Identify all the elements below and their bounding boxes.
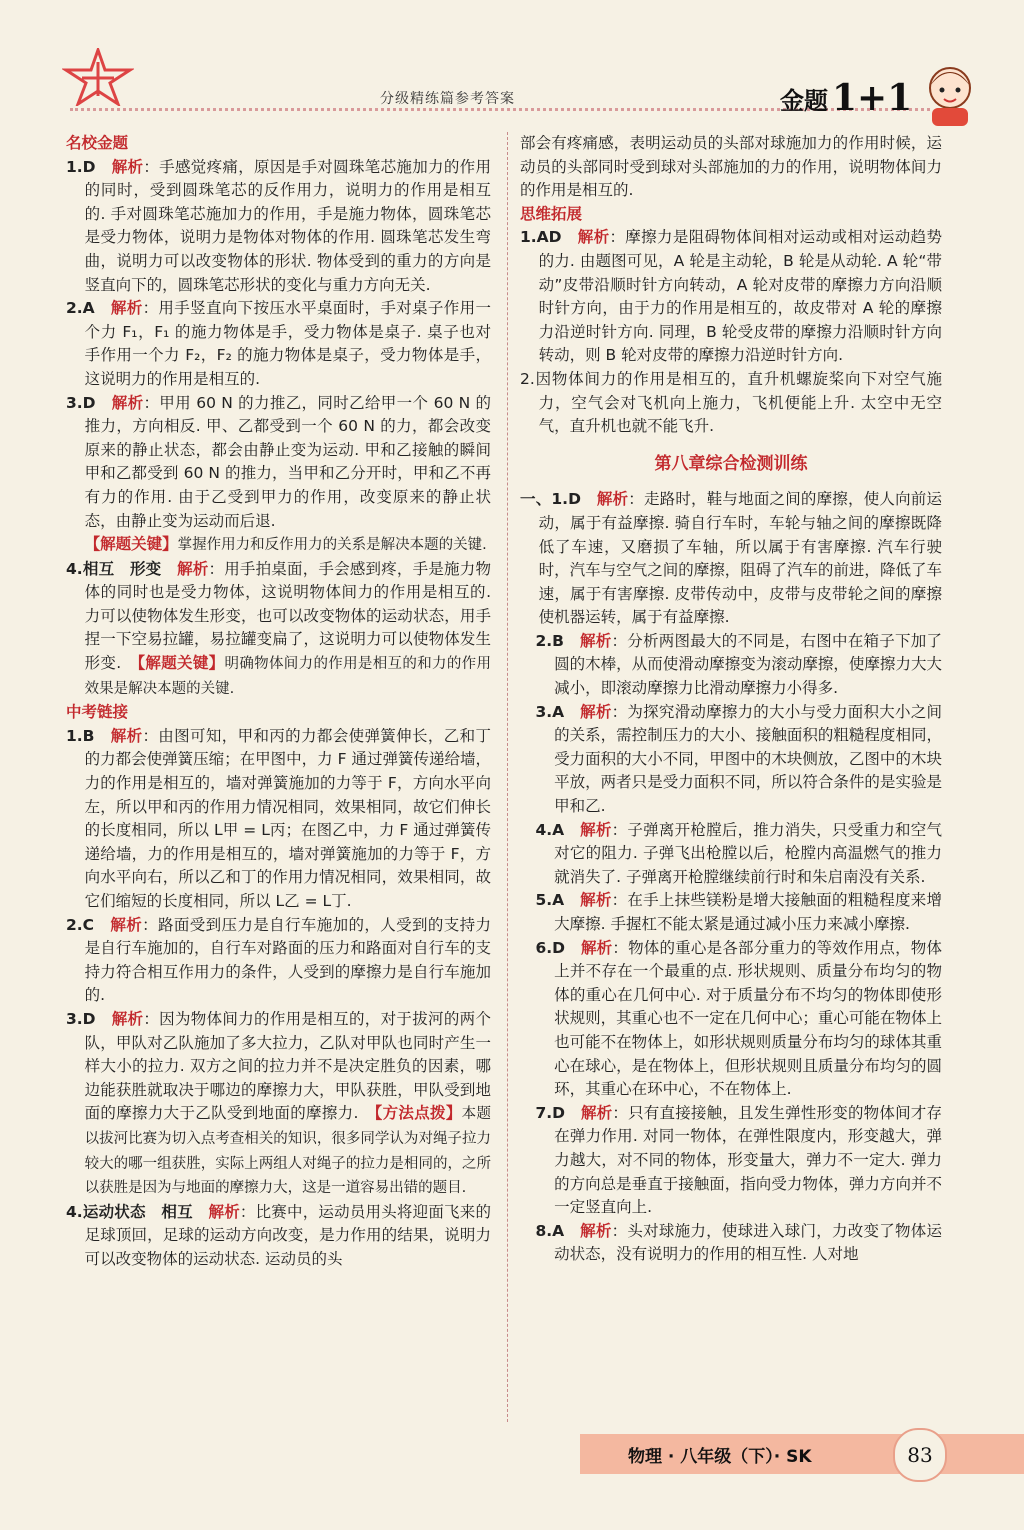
analysis-label: 解析 [177,559,209,578]
analysis-label: 解析 [580,820,612,839]
answer-item [66,156,491,298]
answer-number: 1.B [66,726,95,745]
answer-number: 8.A [535,1221,565,1240]
page-header [0,0,1024,125]
brand-number: 1+1 [832,77,913,119]
key-note-label: 【解题关键】 [137,654,225,673]
answer-number: 1.AD [520,228,562,247]
analysis-text: ：摩擦力是阻碍物体间相对运动或相对运动趋势的力. 由题图可见，A 轮是主动轮，B 轮是从动轮. A 轮“带动”皮带沿顺时针方向转动，A 轮对皮带的摩擦力方向沿顺时针方向，由于力的作用是相互的，故皮带对 A 轮的摩擦力沿逆时针方向. 同理，B 轮受皮带的摩擦力沿顺时针方向转动，则 B 轮对皮带的摩擦力沿逆时针方向. [538,228,942,365]
answer-number: 1.D [66,157,96,176]
answer-number: 2.B [535,631,564,650]
answer-number: 3.A [535,702,565,721]
header-subtitle: 分级精练篇参考答案 [380,91,515,107]
analysis-text: ：头对球施力，使球进入球门，力改变了物体运动状态，没有说明力的作用的相互性. 人对地 [554,1221,942,1264]
analysis-text: ：手感觉疼痛，原因是手对圆珠笔芯施加力的作用的同时，受到圆珠笔芯的反作用力，说明力的作用是相互的. 手对圆珠笔芯施加力的作用，手是施力物体，圆珠笔芯是受力物体，说明力是物体对物体的作用. 圆珠笔芯发生弯曲，说明力可以改变物体的形状. 物体受到的重力的方向是竖直向下的，圆珠笔芯形状的变化与重力方向无关. [84,157,491,294]
analysis-text: ：由图可知，甲和丙的力都会使弹簧伸长，乙和丁的力都会使弹簧压缩；在甲图中，力 F 通过弹簧传递给墙，力的作用是相互的，墙对弹簧施加的力等于 F，方向水平向左，所以甲和丙的作用力情况相同，效果相同，故它们伸长的长度相同，所以 L甲 = L丙；在图乙中，力 F 通过弹簧传递给墙，力的作用是相互的，墙对弹簧施加的力等于 F，方向水平向右，所以乙和丁的作用力情况相同，效果相同，故它们缩短的长度相同，所以 L乙 = L丁. [84,726,491,910]
analysis-label: 解析 [208,1202,240,1221]
answer-item [66,914,491,1008]
analysis-label: 解析 [580,1221,612,1240]
answer-item [66,725,491,914]
girl-mascot-icon [918,58,982,128]
answer-item [66,392,491,558]
method-note-text: 本题以拔河比赛为切入点考查相关的知识，很多同学认为对绳子拉力较大的哪一组获胜，实际上两组人对绳子的拉力是相同的，之所以获胜是因为与地面的摩擦力大，这是一道容易出错的题目. [84,1106,491,1197]
method-note-label: 【方法点拨】 [374,1104,462,1123]
answer-item [66,297,491,391]
analysis-text: ：只有直接接触，且发生弹性形变的物体间才存在弹力作用. 对同一物体，在弹性限度内，形变越大，弹力越大，对不同的物体，形变量大，弹力不一定大. 弹力的方向总是垂直于接触面，指向受力物体，弹力方向并不一定竖直向上. [554,1103,942,1217]
key-note-text: 明确物体间力的作用是相互的和力的作用效果是解决本题的关键. [84,656,491,697]
footer-subject: 物理 · 八年级（下）· SK [628,1447,812,1467]
star-logo-icon [62,48,134,106]
answer-item [520,937,942,1102]
answer-item [520,819,942,890]
answer-number: 一、1.D [520,490,581,509]
analysis-label: 解析 [580,938,613,957]
answer-number: 2.C [66,915,95,934]
analysis-text: ：子弹离开枪膛后，推力消失，只受重力和空气对它的阻力. 子弹飞出枪膛以后，枪膛内高温燃气的推力就消失了. 子弹离开枪膛继续前行时和朱启南没有关系. [554,820,942,886]
analysis-label: 解析 [580,1103,613,1122]
left-column [66,132,491,1272]
answer-item [520,630,942,701]
analysis-text: ：路面受到压力是自行车施加的，人受到的支持力是自行车施加的，自行车对路面的压力和路面对自行车的支持力符合相互作用力的条件，人受到的摩擦力是自行车施加的. [84,915,491,1005]
analysis-text: ：因为物体间力的作用是相互的，对于拔河的两个队，甲队对乙队施加了多大拉力，乙队对甲队也同时产生一样大小的拉力. 双方之间的拉力并不是决定胜负的因素，哪边能获胜就取决于哪边的摩擦力大，甲队获胜，甲队受到地面的摩擦力大于乙队受到地面的摩擦力. [84,1009,491,1123]
analysis-text: ：用手竖直向下按压水平桌面时，手对桌子作用一个力 F₁，F₁ 的施力物体是手，受力物体是桌子. 桌子也对手作用一个力 F₂，F₂ 的施力物体是桌子，受力物体是手，这说明力的作用是相互的. [84,299,491,388]
page-footer [580,1434,1024,1474]
answer-item [520,1102,942,1220]
chapter-title: 第八章综合检测训练 [654,453,808,474]
answer-item: 2.因物体间力的作用是相互的，直升机螺旋桨向下对空气施力，空气会对飞机向上施力，飞机便能上升. 太空中无空气，直升机也就不能飞升. [520,369,942,436]
answer-item [520,701,942,819]
answer-number: 4.运动状态 相互 [66,1202,193,1221]
analysis-label: 解析 [580,891,612,910]
key-note-label: 【解题关键】 [84,535,178,554]
answer-number: 2.A [66,299,95,318]
column-divider [507,132,508,1422]
answer-item [520,488,942,630]
answer-item [66,1008,491,1201]
continued-text: 部会有疼痛感，表明运动员的头部对球施加力的作用时候，运动员的头部同时受到球对头部施加的力的作用，说明物体间力的作用是相互的. [520,134,942,200]
answer-number: 5.A [535,891,565,910]
analysis-label: 解析 [580,702,612,721]
right-column [520,132,942,1267]
analysis-text: ：走路时，鞋与地面之间的摩擦，使人向前运动，属于有益摩擦. 骑自行车时，车轮与轴之间的摩擦既降低了车速，又磨损了车轴，所以属于有害摩擦. 汽车行驶时，汽车与空气之间的摩擦，阻碍了汽车的前进，降低了车速，属于有害摩擦. 皮带传动中，皮带与皮带轮之间的摩擦使机器运转，属于有益摩擦. [538,490,942,627]
analysis-text: ：为探究滑动摩擦力的大小与受力面积大小之间的关系，需控制压力的大小、接触面积的粗糙程度相同，受力面积的大小不同，甲图中的木块侧放，乙图中的木块平放，两者只是受力面积不同，所以符合条件的是实验是甲和乙. [554,702,942,816]
answer-item [520,226,942,368]
analysis-label: 解析 [580,631,612,650]
answer-number: 4.相互 形变 [66,559,162,578]
analysis-label: 解析 [111,157,144,176]
answer-number: 3.D [66,393,96,412]
analysis-label: 解析 [110,299,143,318]
answer-item [520,1220,942,1267]
analysis-label: 解析 [111,1009,144,1028]
analysis-label: 解析 [596,490,629,509]
section-title-siwei: 思维拓展 [520,204,583,223]
answer-item [66,1201,491,1272]
key-note-text: 掌握作用力和反作用力的关系是解决本题的关键. [177,537,487,554]
answer-number: 6.D [535,938,566,957]
section-title-zhongkao: 中考链接 [66,703,129,722]
analysis-text: ：物体的重心是各部分重力的等效作用点，物体上并不存在一个最重的点. 形状规则、质量分布均匀的物体的重心在几何中心. 对于质量分布不均匀的物体即使形状规则，其重心也不一定在几何中心；重心可能在物体上也可能不在物体上，如形状规则质量分布均匀的球体其重心在球心，是在物体上，但形状规则且质量分布均匀的圆环，其重心在环中心，不在物体上. [554,938,942,1099]
brand-logo [780,78,912,118]
answer-item [66,558,491,702]
analysis-label: 解析 [577,228,610,247]
analysis-label: 解析 [110,915,143,934]
analysis-text: ：在手上抹些镁粉是增大接触面的粗糙程度来增大摩擦. 手握杠不能太紧是通过减小压力来减小摩擦. [554,891,942,933]
answer-number: 7.D [535,1103,566,1122]
section-title-mingxiao: 名校金题 [66,134,129,152]
answer-number: 4.A [535,820,565,839]
analysis-label: 解析 [110,726,143,745]
answer-number: 3.D [66,1009,96,1028]
answer-item [520,889,942,936]
analysis-label: 解析 [111,393,144,412]
brand-text: 金题 [780,86,828,115]
page-number: 83 [893,1428,947,1482]
analysis-text: ：比赛中，运动员用头将迎面飞来的足球顶回，足球的运动方向改变，是力作用的结果，说明力可以改变物体的运动状态. 运动员的头 [84,1202,491,1268]
analysis-text: ：用手拍桌面，手会感到疼，手是施力物体的同时也是受力物体，这说明物体间力的作用是相互的. 力可以使物体发生形变，也可以改变物体的运动状态，用手捏一下空易拉罐，易拉罐变扁了，这说明力可以使物体发生形变. [84,559,491,673]
analysis-text: ：分析两图最大的不同是，右图中在箱子下加了圆的木棒，从而使滑动摩擦变为滚动摩擦，使摩擦力大大减小，即滚动摩擦力比滑动摩擦力小得多. [554,631,942,698]
analysis-text: ：甲用 60 N 的力推乙，同时乙给甲一个 60 N 的推力，方向相反. 甲、乙都受到一个 60 N 的力，都会改变原来的静止状态，都会由静止变为运动. 甲和乙接触的瞬间甲和乙都受到 60 N 的推力，当甲和乙分开时，甲和乙不再有力的作用. 由于乙受到甲力的作用，改变原来的静止状态，由静止变为运动而后退. [84,393,491,530]
